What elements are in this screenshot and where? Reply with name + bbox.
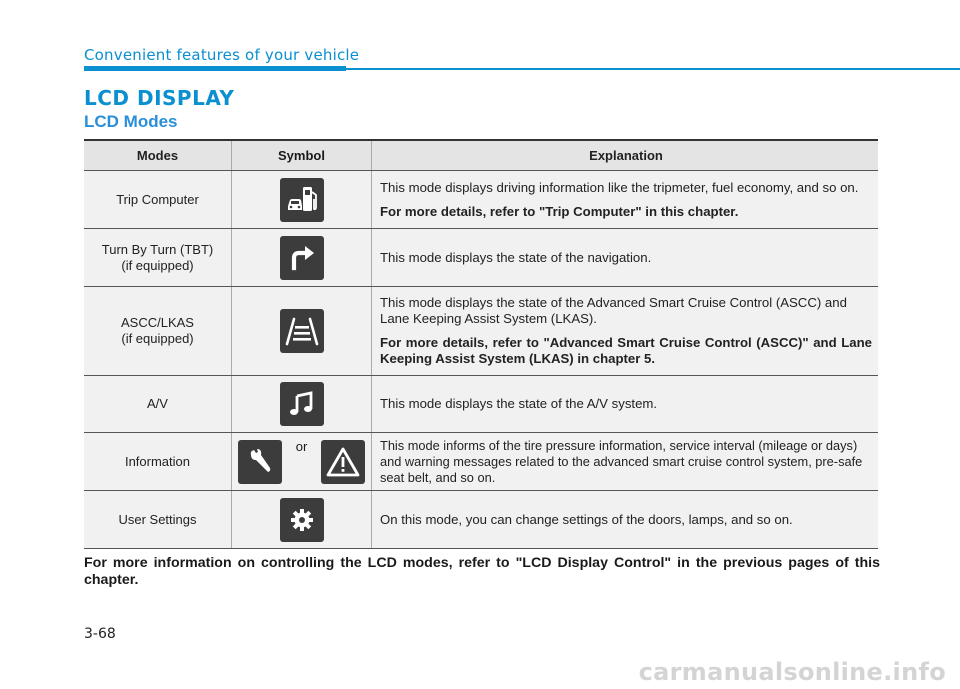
warning-triangle-icon xyxy=(321,440,365,484)
page-number: 3-68 xyxy=(84,626,116,642)
mode-label: Trip Computer xyxy=(84,171,232,228)
table-row-tbt xyxy=(84,229,878,287)
section-title: LCD DISPLAY xyxy=(84,86,235,110)
mode-label-sub: (if equipped) xyxy=(121,257,194,273)
mode-explanation: This mode displays the state of the Advanced Smart Cruise Control (ASCC) and Lane Keeping Assist System (LKAS). xyxy=(380,295,847,326)
header-rule-thick xyxy=(84,66,346,71)
symbol-or-label: or xyxy=(295,439,308,454)
mode-label: Turn By Turn (TBT) xyxy=(101,241,214,257)
fuel-pump-car-icon xyxy=(280,178,324,222)
mode-explanation: This mode displays driving information like the tripmeter, fuel economy, and so on. xyxy=(380,179,859,195)
chapter-header: Convenient features of your vehicle xyxy=(84,46,360,64)
mode-label: ASCC/LKAS xyxy=(121,315,194,330)
mode-explanation: This mode displays the state of the navigation. xyxy=(380,249,652,265)
mode-explanation: On this mode, you can change settings of the doors, lamps, and so on. xyxy=(380,511,793,527)
column-header-symbol: Symbol xyxy=(232,141,372,170)
table-row-av xyxy=(84,376,878,433)
subsection-title: LCD Modes xyxy=(84,112,178,131)
column-header-explanation: Explanation xyxy=(589,147,663,163)
mode-label-sub: (if equipped) xyxy=(121,331,194,346)
table-row-information xyxy=(84,433,878,491)
music-note-icon xyxy=(280,382,324,426)
mode-note: For more details, refer to "Trip Computer" in this chapter. xyxy=(380,203,739,219)
column-header-modes: Modes xyxy=(84,141,232,170)
mode-note: For more details, refer to "Advanced Smart Cruise Control (ASCC)" and Lane Keeping Assist System (LKAS) in chapter 5. xyxy=(380,335,872,366)
table-row-user-settings xyxy=(84,491,878,549)
mode-label: User Settings xyxy=(84,491,232,548)
wrench-icon xyxy=(238,440,282,484)
mode-label: Information xyxy=(84,433,232,490)
header-rule-thin xyxy=(346,68,960,70)
mode-label: A/V xyxy=(84,376,232,432)
watermark: carmanualsonline.info xyxy=(638,658,946,686)
mode-explanation: This mode displays the state of the A/V system. xyxy=(380,396,658,411)
mode-explanation: This mode informs of the tire pressure information, service interval (mileage or days) and warning messages related to the advanced smart cruise control system, pre-safe seat belt, and so on. xyxy=(380,437,863,485)
lcd-modes-table xyxy=(84,139,878,549)
gear-icon xyxy=(280,498,324,542)
turn-arrow-icon xyxy=(280,236,324,280)
table-row-trip-computer xyxy=(84,171,878,229)
lane-keeping-icon xyxy=(280,309,324,353)
table-header-row xyxy=(84,141,878,171)
table-row-ascc-lkas xyxy=(84,287,878,376)
footer-note: For more information on controlling the LCD modes, refer to "LCD Display Control" in the previous pages of this chapter. xyxy=(84,555,880,588)
